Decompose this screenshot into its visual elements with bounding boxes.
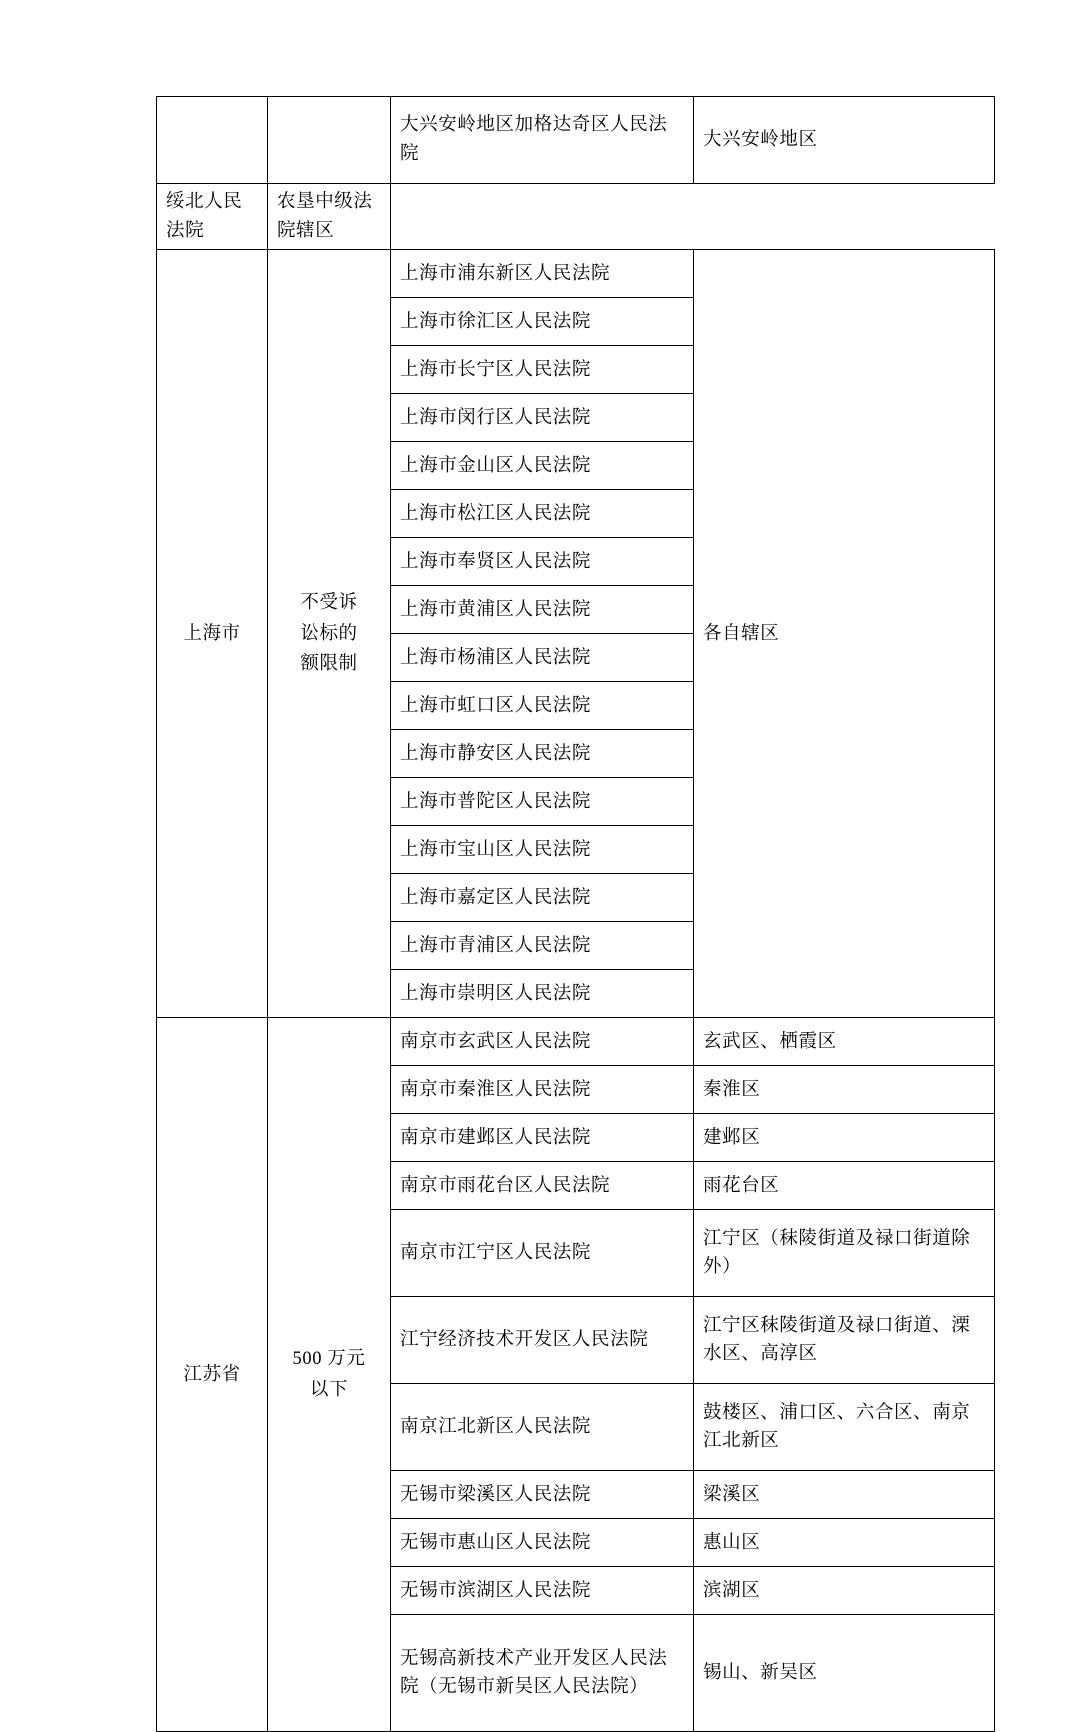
court-cell: 上海市嘉定区人民法院 — [391, 874, 694, 922]
court-cell: 上海市奉贤区人民法院 — [391, 538, 694, 586]
area-cell: 梁溪区 — [694, 1471, 995, 1519]
court-cell: 无锡市梁溪区人民法院 — [391, 1471, 694, 1519]
court-cell: 上海市闵行区人民法院 — [391, 394, 694, 442]
court-cell: 上海市浦东新区人民法院 — [391, 250, 694, 298]
province-cell-jiangsu: 江苏省 — [157, 1018, 268, 1732]
table-row — [157, 184, 995, 250]
court-cell: 江宁经济技术开发区人民法院 — [391, 1297, 694, 1384]
court-cell: 南京市玄武区人民法院 — [391, 1018, 694, 1066]
limit-cell-empty — [268, 97, 391, 184]
area-cell: 锡山、新吴区 — [694, 1615, 995, 1732]
jurisdiction-table — [156, 96, 995, 1732]
area-cell: 滨湖区 — [694, 1567, 995, 1615]
area-cell: 江宁区秣陵街道及禄口街道、溧水区、高淳区 — [694, 1297, 995, 1384]
area-cell: 大兴安岭地区 — [694, 97, 995, 184]
court-cell: 上海市徐汇区人民法院 — [391, 298, 694, 346]
court-cell: 上海市松江区人民法院 — [391, 490, 694, 538]
limit-line-3: 额限制 — [300, 654, 358, 675]
table-row — [157, 97, 995, 184]
limit-line-1: 500 万元 — [292, 1349, 366, 1370]
court-cell: 无锡市惠山区人民法院 — [391, 1519, 694, 1567]
area-cell: 惠山区 — [694, 1519, 995, 1567]
area-cell-shanghai: 各自辖区 — [694, 250, 995, 1018]
court-cell: 南京市江宁区人民法院 — [391, 1210, 694, 1297]
area-cell: 雨花台区 — [694, 1162, 995, 1210]
court-cell: 无锡市滨湖区人民法院 — [391, 1567, 694, 1615]
limit-cell-shanghai — [268, 250, 391, 1018]
court-cell: 南京江北新区人民法院 — [391, 1384, 694, 1471]
limit-line-2: 以下 — [309, 1379, 349, 1400]
limit-line-1: 不受诉 — [300, 593, 358, 614]
court-cell: 上海市金山区人民法院 — [391, 442, 694, 490]
court-cell: 上海市宝山区人民法院 — [391, 826, 694, 874]
area-cell: 建邺区 — [694, 1114, 995, 1162]
court-cell: 上海市杨浦区人民法院 — [391, 634, 694, 682]
area-cell: 农垦中级法院辖区 — [268, 184, 391, 250]
area-cell: 玄武区、栖霞区 — [694, 1018, 995, 1066]
court-cell: 上海市青浦区人民法院 — [391, 922, 694, 970]
limit-cell-jiangsu — [268, 1018, 391, 1732]
court-cell: 上海市长宁区人民法院 — [391, 346, 694, 394]
court-cell: 南京市雨花台区人民法院 — [391, 1162, 694, 1210]
province-cell-empty — [157, 97, 268, 184]
area-cell: 江宁区（秣陵街道及禄口街道除外） — [694, 1210, 995, 1297]
court-cell: 无锡高新技术产业开发区人民法院（无锡市新吴区人民法院） — [391, 1615, 694, 1732]
court-cell: 南京市秦淮区人民法院 — [391, 1066, 694, 1114]
table-row — [157, 1018, 995, 1066]
court-cell: 南京市建邺区人民法院 — [391, 1114, 694, 1162]
province-cell-shanghai: 上海市 — [157, 250, 268, 1018]
court-cell: 上海市静安区人民法院 — [391, 730, 694, 778]
court-cell: 上海市普陀区人民法院 — [391, 778, 694, 826]
court-cell: 绥北人民法院 — [157, 184, 268, 250]
area-cell: 鼓楼区、浦口区、六合区、南京江北新区 — [694, 1384, 995, 1471]
court-cell: 大兴安岭地区加格达奇区人民法院 — [391, 97, 694, 184]
table-row — [157, 250, 995, 298]
limit-line-2: 讼标的 — [300, 623, 358, 644]
court-cell: 上海市崇明区人民法院 — [391, 970, 694, 1018]
court-cell: 上海市虹口区人民法院 — [391, 682, 694, 730]
court-cell: 上海市黄浦区人民法院 — [391, 586, 694, 634]
area-cell: 秦淮区 — [694, 1066, 995, 1114]
